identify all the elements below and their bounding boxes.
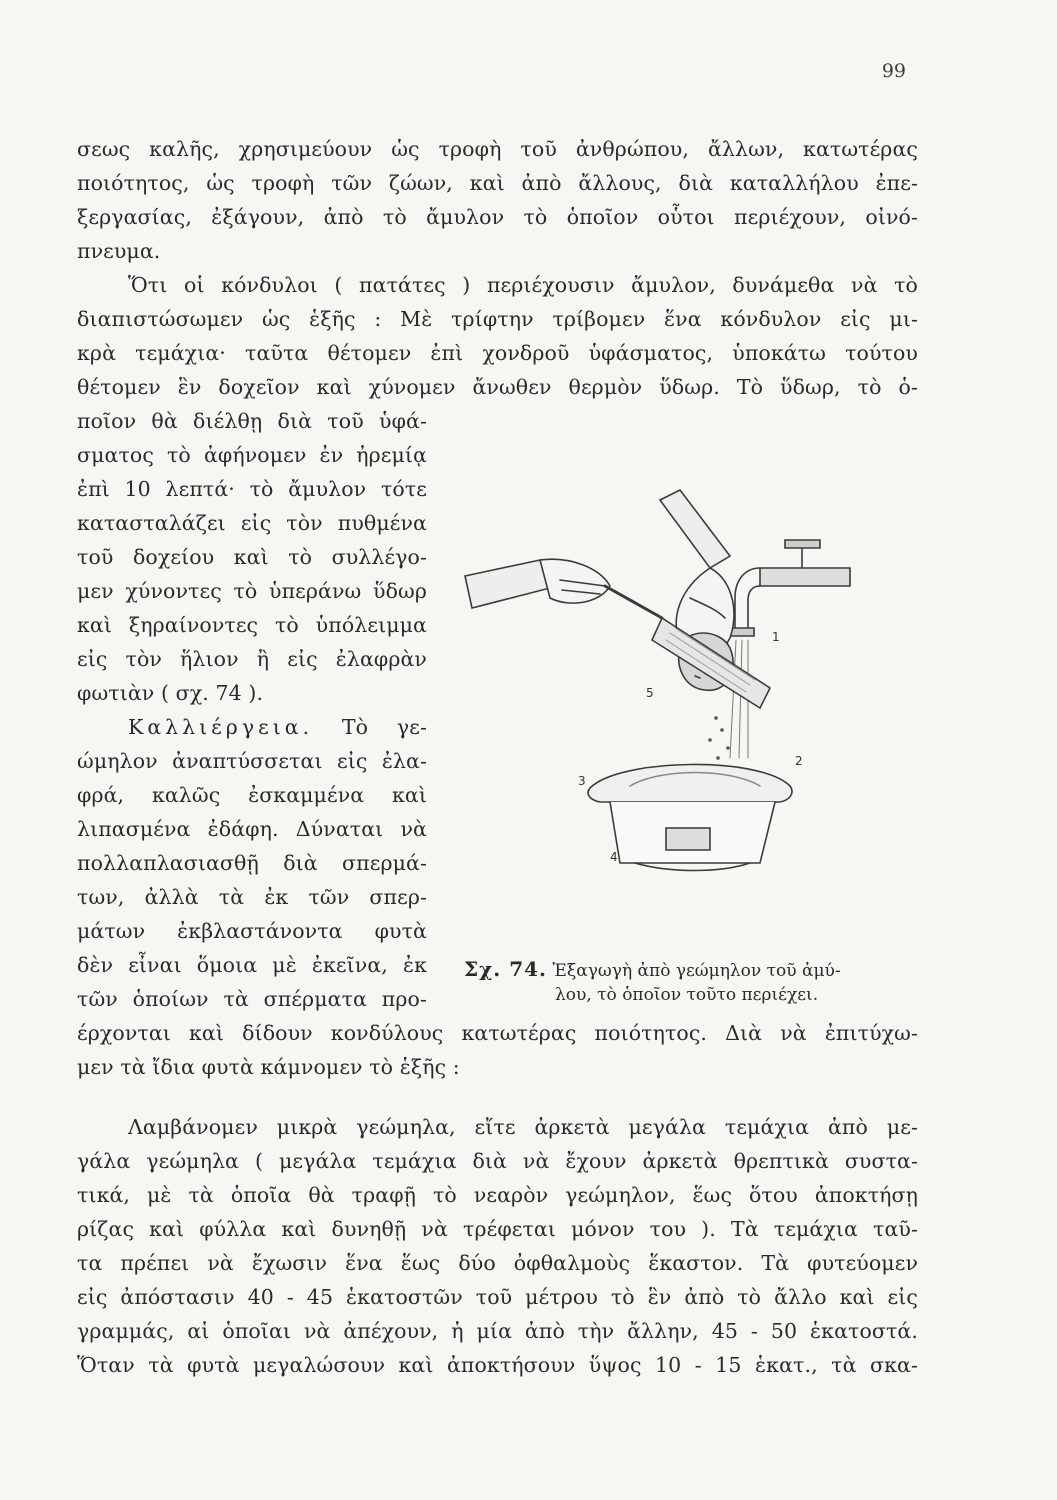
text-line: μάτων ἐκβλαστάνοντα φυτὰ xyxy=(77,919,427,943)
figure-caption-cont: λου, τὸ ὁποῖον τοῦτο περιέχει. xyxy=(555,985,819,1005)
text-line: των, ἀλλὰ τὰ ἐκ τῶν σπερ- xyxy=(77,885,427,909)
text-line: Ὅτι οἱ κόνδυλοι ( πατάτες ) περιέχουσιν ἄμυλον, δυνάμεθα νὰ τὸ xyxy=(128,273,918,297)
text-fragment: Τὸ γε- xyxy=(341,715,427,739)
text-line: τοῦ δοχείου καὶ τὸ συλλέγο- xyxy=(77,545,427,569)
text-line: εἰς τὸν ἥλιον ἢ εἰς ἐλαφρὰν xyxy=(77,647,427,671)
text-line: ξεργασίας, ἐξάγουν, ἀπὸ τὸ ἄμυλον τὸ ὁποῖον οὗτοι περιέχουν, οἰνό- xyxy=(77,205,918,229)
text-line: φωτιὰν ( σχ. 74 ). xyxy=(77,681,264,705)
text-line: τα πρέπει νὰ ἔχωσιν ἕνα ἕως δύο ὀφθαλμοὺς ἕκαστον. Τὰ φυτεύομεν xyxy=(77,1251,918,1275)
text-line xyxy=(128,710,427,744)
text-line: ρίζας καὶ φύλλα καὶ δυνηθῇ νὰ τρέφεται μόνον του ). Τὰ τεμάχια ταῦ- xyxy=(77,1217,918,1241)
text-line: Ὅταν τὰ φυτὰ μεγαλώσουν καὶ ἀποκτήσουν ὕψος 10 - 15 ἑκατ., τὰ σκα- xyxy=(77,1353,918,1377)
text-line: σεως καλῆς, χρησιμεύουν ὡς τροφὴ τοῦ ἀνθρώπου, ἄλλων, κατωτέρας xyxy=(77,137,918,161)
text-line: πολλαπλασιασθῇ διὰ σπερμά- xyxy=(77,851,427,875)
text-line: τῶν ὁποίων τὰ σπέρματα προ- xyxy=(77,987,427,1011)
text-line: Λαμβάνομεν μικρὰ γεώμηλα, εἴτε ἀρκετὰ μεγάλα τεμάχια ἀπὸ με- xyxy=(128,1115,918,1139)
text-line: φρά, καλῶς ἐσκαμμένα καὶ xyxy=(77,783,427,807)
text-line: ώμηλον ἀναπτύσσεται εἰς ἐλα- xyxy=(77,749,427,773)
text-line: δὲν εἶναι ὅμοια μὲ ἐκεῖνα, ἐκ xyxy=(77,953,427,977)
caption-text: Ἐξαγωγὴ ἀπὸ γεώμηλον τοῦ ἀμύ- xyxy=(552,961,841,981)
text-line: έρχονται καὶ δίδουν κονδύλους κατωτέρας ποιότητος. Διὰ νὰ ἐπιτύχω- xyxy=(77,1021,918,1045)
figure-label: 5 xyxy=(646,686,654,700)
text-line: ἐπὶ 10 λεπτά· τὸ ἄμυλον τότε xyxy=(77,477,427,501)
figure-label: 2 xyxy=(795,754,803,768)
text-line: ποιότητος, ὡς τροφὴ τῶν ζώων, καὶ ἀπὸ ἄλλους, διὰ καταλλήλου ἐπε- xyxy=(77,171,918,195)
text-line: διαπιστώσωμεν ὡς ἑξῆς : Μὲ τρίφτην τρίβομεν ἕνα κόνδυλον εἰς μι- xyxy=(77,307,918,331)
section-heading: Καλλιέργεια. xyxy=(128,715,314,739)
figure-74 xyxy=(430,468,910,888)
text-line: θέτομεν ἓν δοχεῖον καὶ χύνομεν ἄνωθεν θερμὸν ὕδωρ. Τὸ ὕδωρ, τὸ ὁ- xyxy=(77,375,918,399)
page-number: 99 xyxy=(881,60,906,82)
text-line: λιπασμένα ἐδάφη. Δύναται νὰ xyxy=(77,817,427,841)
figure-label: 1 xyxy=(772,630,780,644)
grating-potato-illustration xyxy=(430,468,910,888)
text-line: γραμμάς, αἱ ὁποῖαι νὰ ἀπέχουν, ἡ μία ἀπὸ τὴν ἄλλην, 45 - 50 ἑκατοστά. xyxy=(77,1319,918,1343)
text-line: ποῖον θὰ διέλθῃ διὰ τοῦ ὑφά- xyxy=(77,409,427,433)
figure-label: 3 xyxy=(578,774,586,788)
text-line: πνευμα. xyxy=(77,239,161,263)
text-line: τικά, μὲ τὰ ὁποῖα θὰ τραφῇ τὸ νεαρὸν γεώμηλον, ἕως ὅτου ἀποκτήσῃ xyxy=(77,1183,918,1207)
figure-caption xyxy=(464,956,918,984)
text-line: κρὰ τεμάχια· ταῦτα θέτομεν ἐπὶ χονδροῦ ὑφάσματος, ὑποκάτω τούτου xyxy=(77,341,918,365)
figure-label: 4 xyxy=(610,850,618,864)
text-line: μεν χύνοντες τὸ ὑπεράνω ὕδωρ xyxy=(77,579,427,603)
text-line: σματος τὸ ἀφήνομεν ἐν ἠρεμίᾳ xyxy=(77,443,427,467)
text-line: εἰς ἀπόστασιν 40 - 45 ἑκατοστῶν τοῦ μέτρου τὸ ἓν ἀπὸ τὸ ἄλλο καὶ εἰς xyxy=(77,1285,918,1309)
text-line: κατασταλάζει εἰς τὸν πυθμένα xyxy=(77,511,427,535)
text-line: γάλα γεώμηλα ( μεγάλα τεμάχια διὰ νὰ ἔχουν ἀρκετὰ θρεπτικὰ συστα- xyxy=(77,1149,918,1173)
text-line: καὶ ξηραίνοντες τὸ ὑπόλειμμα xyxy=(77,613,427,637)
figure-number: Σχ. 74. xyxy=(464,957,548,981)
text-line: μεν τὰ ἴδια φυτὰ κάμνομεν τὸ ἑξῆς : xyxy=(77,1055,460,1079)
